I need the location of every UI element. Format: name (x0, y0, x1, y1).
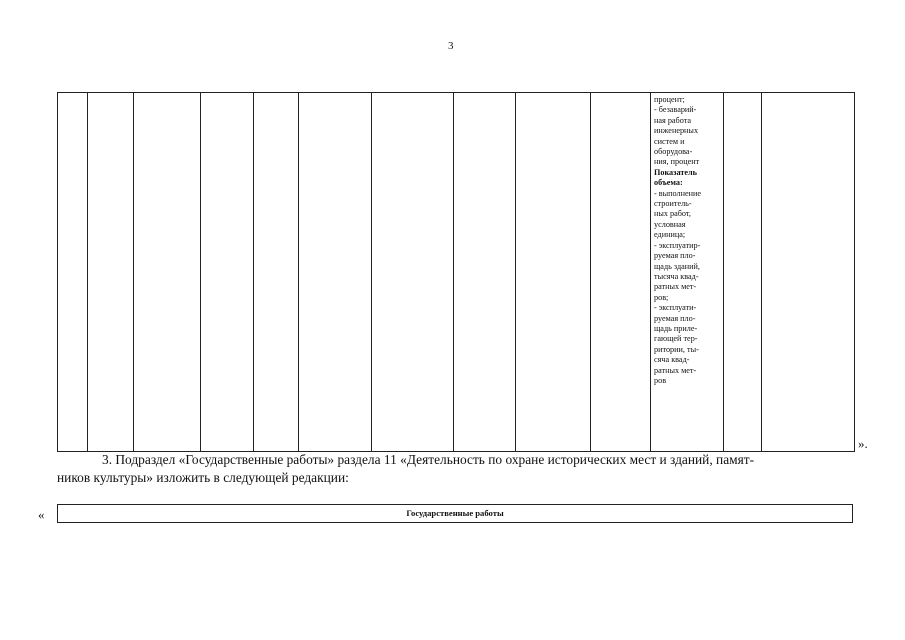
indicator-line: оборудова- (654, 147, 693, 157)
volume-line: ров; (654, 292, 669, 302)
volume-line: щадь приле- (654, 323, 698, 333)
table-cell (134, 93, 201, 452)
indicator-line: ния, процент (654, 157, 700, 167)
volume-line: тысяча квад- (654, 271, 699, 281)
volume-line: щадь зданий, (654, 261, 700, 271)
volume-line: условная (654, 219, 686, 229)
indicator-line: - безаварий- (654, 105, 697, 115)
volume-line: ритории, ты- (654, 344, 699, 354)
table-cell (516, 93, 591, 452)
volume-line: - эксплуатир- (654, 240, 701, 250)
volume-heading (654, 168, 720, 189)
table-cell (454, 93, 516, 452)
volume-line: строитель- (654, 199, 692, 209)
section-header-text: Государственные работы (406, 508, 504, 518)
table-cell (372, 93, 454, 452)
indicators-cell (651, 93, 724, 452)
closing-quote: ». (858, 436, 868, 451)
amendment-paragraph (57, 451, 857, 487)
section-header-box (57, 504, 853, 523)
volume-line: ров (654, 375, 667, 385)
volume-line: единица; (654, 230, 686, 240)
indicator-line: систем и (654, 136, 685, 146)
table-row (58, 93, 855, 452)
volume-line: руемая пло- (654, 313, 696, 323)
table-cell (58, 93, 88, 452)
table-cell (88, 93, 134, 452)
services-table-fragment (57, 92, 855, 452)
volume-line: - выполнение (654, 188, 702, 198)
volume-line: сяча квад- (654, 355, 690, 365)
volume-line: ратных мет- (654, 365, 697, 375)
volume-heading-text: Показатель объема: (654, 167, 697, 188)
page-number: 3 (448, 40, 454, 52)
table-cell (254, 93, 299, 452)
indicator-line: процент; (654, 95, 685, 104)
opening-quote: « (38, 507, 45, 522)
volume-line: руемая пло- (654, 251, 696, 261)
table-cell (591, 93, 651, 452)
paragraph-line-2: ников культуры» изложить в следующей редакции: (57, 470, 349, 485)
table-cell (724, 93, 762, 452)
indicator-line: инженерных (654, 126, 699, 136)
indicator-line: ная работа (654, 115, 692, 125)
paragraph-line-1: 3. Подраздел «Государственные работы» раздела 11 «Деятельность по охране исторических мест и зданий, памят- (102, 452, 755, 467)
volume-line: - эксплуати- (654, 303, 697, 313)
table-cell (201, 93, 254, 452)
volume-line: ных работ, (654, 209, 691, 219)
table-cell (299, 93, 372, 452)
volume-line: гающей тер- (654, 334, 698, 344)
table-cell (762, 93, 855, 452)
volume-line: ратных мет- (654, 282, 697, 292)
